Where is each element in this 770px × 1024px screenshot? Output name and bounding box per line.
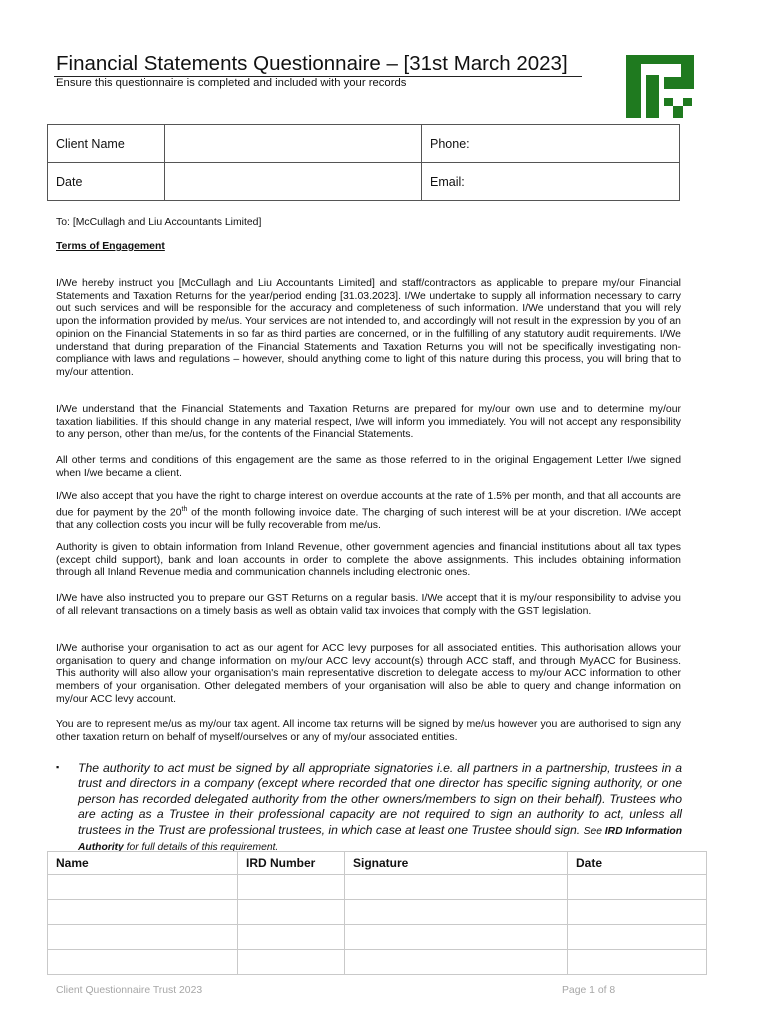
interest-text-a: I/We also accept that you have the right to charge interest on overdue accounts at the rate of 1.5% per month, and that all accounts are due for payment by the 20 [56,491,681,519]
header-name: Name [48,852,238,875]
see-prefix: See [583,825,605,837]
addressee-line: To: [McCullagh and Liu Accountants Limited] [56,217,262,228]
name-cell[interactable] [48,875,238,900]
table-row [48,950,707,975]
terms-heading: Terms of Engagement [56,241,165,252]
footer-document-name: Client Questionnaire Trust 2023 [56,985,203,996]
authority-paragraph: Authority is given to obtain information from Inland Revenue, other government agencies and financial institutions about all tax types (except child support), bank and loan accounts in order to complete the above assignments. This includes obtaining information through all Inland Revenue media and communication channels including electronic ones. [56,542,681,579]
gst-paragraph: I/We have also instructed you to prepare our GST Returns on a regular basis. I/We accept that it is my/our responsibility to advise you of all relevant transactions on a timely basis as well as obtain valid tax invoices that comply with the GST legislation. [56,593,681,617]
date-cell[interactable] [568,925,707,950]
name-cell[interactable] [48,950,238,975]
see-suffix: for full details of this requirement. [123,842,279,854]
signature-cell[interactable] [345,900,568,925]
table-row [48,925,707,950]
date-label: Date [48,163,165,201]
ird-number-cell[interactable] [238,900,345,925]
client-name-label: Client Name [48,125,165,163]
name-cell[interactable] [48,925,238,950]
acc-paragraph: I/We authorise your organisation to act as our agent for ACC levy purposes for all associated entities. This authorisation allows your organisation to query and change information on my/our ACC levy account(s) through ACC staff, and through MyACC for Business. This authority will also allow your organisation's main representative discretion to delegate access to my/our ACC information to other members of your organisation. Other delegated members of your organisation will also be able to query and change information on my/our ACC levy account. [56,643,681,705]
header-signature: Signature [345,852,568,875]
client-details-table [47,124,680,201]
date-cell[interactable] [568,900,707,925]
table-row [48,875,707,900]
ird-number-cell[interactable] [238,925,345,950]
date-cell[interactable] [568,950,707,975]
name-cell[interactable] [48,900,238,925]
signature-cell[interactable] [345,950,568,975]
engagement-paragraph-3: All other terms and conditions of this engagement are the same as those referred to in the original Engagement Letter I/we signed when I/we became a client. [56,455,681,479]
page-subtitle: Ensure this questionnaire is completed and included with your records [56,77,407,89]
interest-text-b: of the month following invoice date. The charging of such interest will be at your discretion. I/We accept that any collection costs you incur will be fully recoverable from me/us. [56,507,681,531]
phone-label: Phone: [430,136,470,151]
header-date: Date [568,852,707,875]
bullet-square-icon: ▪ [56,762,60,772]
date-field[interactable] [165,163,422,201]
engagement-paragraph-1: I/We hereby instruct you [McCullagh and Liu Accountants Limited] and staff/contractors as applicable to prepare my/our Financial Statements and Taxation Returns for the year/period ending [31.03.2023]. I/We undertake to supply all information necessary to carry out such services and will be responsible for the accuracy and completeness of such information. I/We understand that you will rely upon the information provided by me/us. Your services are not intended to, and accordingly will not result in the expression by you of an opinion on the Financial Statements in so far as third parties are concerned, or in the fulfilling of any statutory audit requirements. I/We understand that during preparation of the Financial Statements and Taxation Returns you will not be specifically investigating non-compliance with laws and regulations – however, should anything come to light of this nature during this process, you will bring that to my/our attention. [56,278,681,378]
header-ird-number: IRD Number [238,852,345,875]
signatory-note-body: The authority to act must be signed by all appropriate signatories i.e. all partners in a partnership, trustees in a trust and directors in a company (except where recorded that one director has specific signing authority, or one person has recorded delegated authority from the other owners/members to sign on their behalf). Trustees who are acting as a Trustee in their professional capacity are not required to sign an authority to act, unless all trustees in the Trust are professional trustees, in which case at least one Trustee should sign. [78,761,682,837]
page-title: Financial Statements Questionnaire – [31st March 2023] [56,52,568,75]
signatory-note-text [78,761,682,855]
email-field[interactable] [422,163,680,201]
green-block-logo-icon [626,55,694,118]
client-name-field[interactable] [165,125,422,163]
engagement-paragraph-2: I/We understand that the Financial Statements and Taxation Returns are prepared for my/our own use and to determine my/our taxation liabilities. If this should change in any material respect, I/we will inform you immediately. You will not accept any responsibility to any person, other than me/us, for the contents of the Financial Statements. [56,404,681,441]
footer-page-number: Page 1 of 8 [562,985,616,996]
interest-superscript: th [181,505,188,513]
signature-cell[interactable] [345,875,568,900]
date-cell[interactable] [568,875,707,900]
tax-agent-paragraph: You are to represent me/us as my/our tax agent. All income tax returns will be signed by me/us however you are authorised to sign any other taxation return on behalf of myself/ourselves or any of my/our associated entities. [56,719,681,743]
email-label: Email: [430,174,465,189]
interest-paragraph [56,491,681,533]
signature-table [47,851,707,975]
phone-field[interactable] [422,125,680,163]
ird-number-cell[interactable] [238,875,345,900]
table-row [48,900,707,925]
ird-information-authority-ref: IRD Information Authority [78,825,683,854]
signature-cell[interactable] [345,925,568,950]
ird-number-cell[interactable] [238,950,345,975]
